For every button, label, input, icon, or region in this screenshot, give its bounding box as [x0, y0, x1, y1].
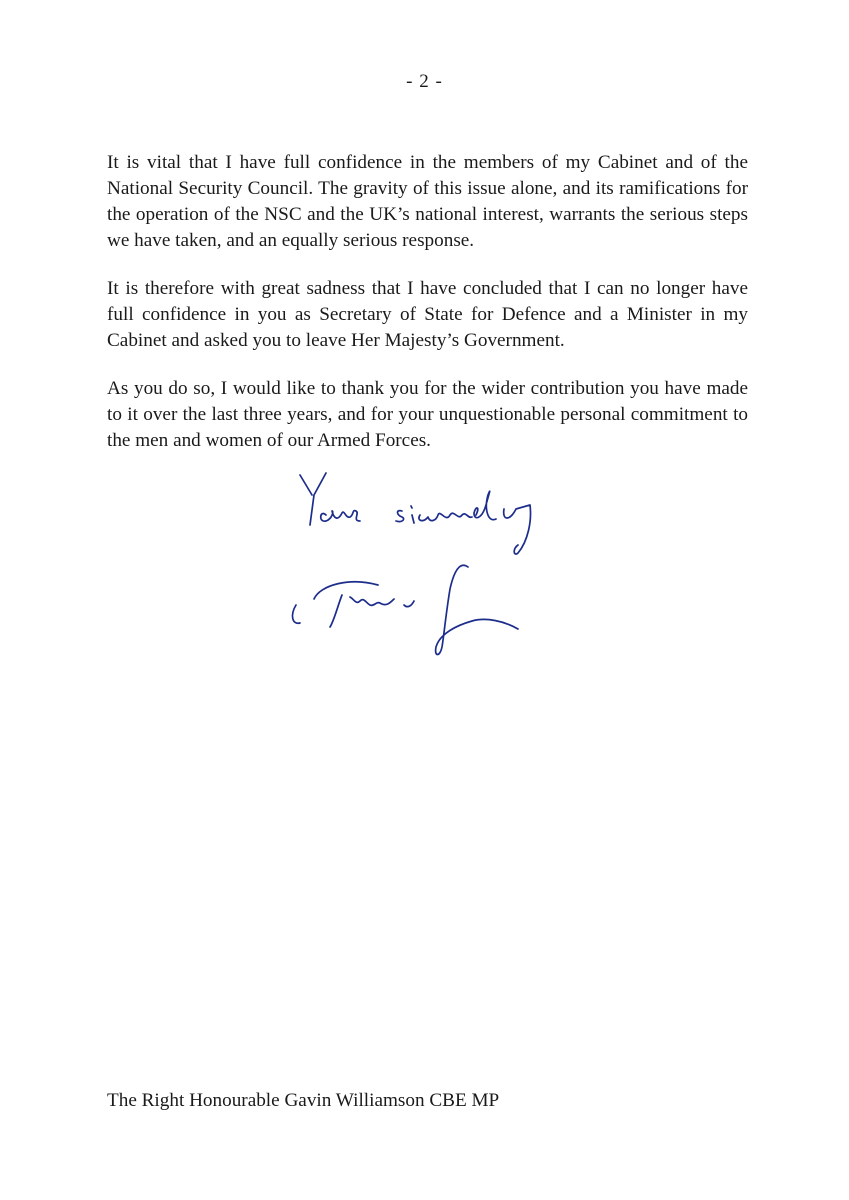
page-number: - 2 -: [406, 71, 443, 92]
paragraph-thanks: As you do so, I would like to thank you for the wider contribution you have made to it over the last three years, and for your unquestionable personal commitment to the men and women of our Armed Forces.: [107, 378, 748, 451]
signature-image: [290, 465, 570, 665]
paragraph-confidence: It is vital that I have full confidence in the members of my Cabinet and of the National Security Council. The gravity of this issue alone, and its ramifications for the operation of the NSC and the UK’s national interest, warrants the serious steps we have taken, and an equally serious response.: [107, 152, 748, 251]
handwritten-closing: [290, 465, 570, 665]
handwritten-yours-sincerely: [300, 473, 531, 554]
paragraph-dismissal: It is therefore with great sadness that I have concluded that I can no longer have full confidence in you as Secretary of State for Defence and a Minister in my Cabinet and asked you to leave Her Majesty’s Government.: [107, 278, 748, 351]
signature-scribble: [293, 565, 518, 654]
addressee-line: The Right Honourable Gavin Williamson CBE MP: [107, 1090, 500, 1111]
letter-body: [107, 150, 748, 476]
